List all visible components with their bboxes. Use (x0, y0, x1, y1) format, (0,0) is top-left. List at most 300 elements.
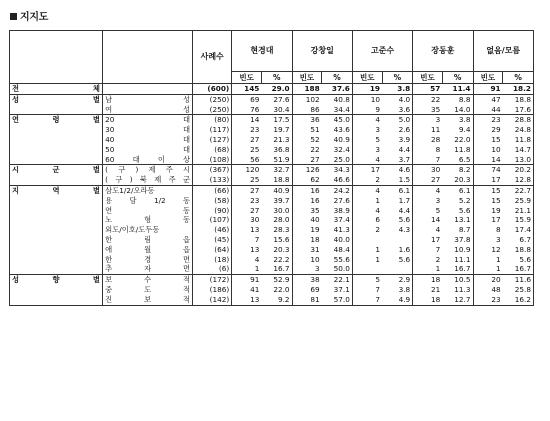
pct-cell: 20.3 (261, 245, 292, 255)
freq-cell: 4 (375, 154, 381, 164)
pct-cell: 27.6 (322, 196, 353, 206)
row-label: 60 대 이 상 (103, 155, 193, 165)
freq-cell: 10 (491, 144, 501, 154)
table-title (10, 8, 48, 23)
bullet-square-icon (10, 13, 17, 20)
freq-cell: 7 (254, 234, 260, 244)
freq-cell: 1 (495, 254, 501, 264)
freq-cell: 1 (495, 264, 501, 274)
pct-cell: 4.6 (382, 165, 413, 175)
sample-size-cell: (18) (193, 255, 232, 265)
freq-cell: 27 (431, 175, 441, 185)
pct-cell: 37.1 (322, 285, 353, 295)
pct-cell: 3.9 (382, 135, 413, 145)
pct-cell: 34.4 (322, 105, 353, 115)
pct-cell: 11.1 (442, 255, 473, 265)
pct-cell: 11.8 (503, 135, 534, 145)
header-candidate-5: 없음/모름 (473, 31, 533, 72)
row-label: 남 성 (103, 94, 193, 104)
pct-cell: 10.5 (442, 275, 473, 285)
freq-cell: 31 (310, 244, 320, 254)
freq-cell: 11 (431, 125, 441, 135)
freq-cell: 2 (435, 254, 441, 264)
row-label: 노 형 동 (103, 215, 193, 225)
pct-cell: 2.9 (382, 275, 413, 285)
pct-cell: 18.8 (261, 175, 292, 185)
pct-cell: 16.7 (442, 264, 473, 274)
pct-cell: 12.8 (503, 175, 534, 185)
pct-cell: 15.9 (503, 215, 534, 225)
freq-cell: 3 (495, 234, 501, 244)
freq-cell (352, 235, 382, 245)
pct-cell: 43.6 (322, 125, 353, 135)
row-label: 한 경 면 (103, 255, 193, 265)
freq-cell: 27 (232, 185, 262, 195)
pct-cell: 57.0 (322, 295, 353, 305)
pct-cell: 5.6 (503, 255, 534, 265)
group-label (10, 175, 103, 185)
freq-cell: 13 (250, 225, 260, 235)
freq-cell: 15 (491, 134, 501, 144)
pct-cell: 9.4 (442, 125, 473, 135)
header-freq: 빈도 (413, 72, 443, 84)
pct-cell: 37.8 (442, 235, 473, 245)
pct-cell: 25.0 (322, 155, 353, 165)
row-label: 진 보 적 (103, 295, 193, 305)
group-label (10, 155, 103, 165)
table-row (10, 105, 534, 115)
freq-cell: 22 (310, 144, 320, 154)
pct-cell: 3.8 (442, 115, 473, 125)
freq-cell: 4 (435, 225, 441, 235)
pct-cell: 51.9 (261, 155, 292, 165)
header-freq: 빈도 (352, 72, 382, 84)
pct-cell: 28.0 (261, 215, 292, 225)
freq-cell: 74 (473, 165, 503, 175)
table-row (10, 295, 534, 305)
table-row (10, 135, 534, 145)
pct-cell: 9.2 (261, 295, 292, 305)
freq-cell: 2 (375, 175, 381, 185)
table-row (10, 94, 534, 104)
table-row (10, 145, 534, 155)
row-label: 한 림 읍 (103, 235, 193, 245)
table-body (10, 84, 534, 306)
freq-cell: 28 (431, 134, 441, 144)
table-row (10, 175, 534, 185)
table-title-text: 지지도 (20, 12, 49, 23)
pct-cell: 15.6 (261, 235, 292, 245)
row-label: 애 월 읍 (103, 245, 193, 255)
sample-size-cell: (142) (193, 295, 232, 305)
header-candidate-3: 고준수 (352, 31, 412, 72)
freq-cell: 7 (435, 244, 441, 254)
group-label: 연 령 별 (10, 115, 103, 125)
pct-cell: 52.9 (261, 275, 292, 285)
pct-cell: 24.8 (503, 125, 534, 135)
header-candidate-1: 현경대 (232, 31, 292, 72)
pct-cell: 18.8 (503, 94, 534, 104)
group-label (10, 206, 103, 216)
pct-cell: 10.9 (442, 245, 473, 255)
pct-cell: 1.5 (382, 175, 413, 185)
group-label: 성 향 별 (10, 275, 103, 285)
pct-cell: 40.9 (322, 135, 353, 145)
row-label: 보 수 적 (103, 275, 193, 285)
row-label: 40 대 (103, 135, 193, 145)
freq-cell: 12 (491, 244, 501, 254)
pct-cell: 3.7 (382, 155, 413, 165)
sample-size-cell: (117) (193, 125, 232, 135)
pct-cell: 36.8 (261, 145, 292, 155)
freq-cell: 36 (292, 115, 322, 125)
sample-size-cell: (250) (193, 94, 232, 104)
pct-cell: 3.6 (382, 105, 413, 115)
pct-cell: 22.0 (261, 285, 292, 295)
freq-cell: 3 (375, 125, 381, 135)
freq-cell: 69 (232, 94, 262, 104)
pct-cell: 13.1 (442, 215, 473, 225)
freq-cell: 69 (310, 284, 320, 294)
freq-cell: 2 (375, 225, 381, 235)
pct-cell: 30.4 (261, 105, 292, 115)
group-label (10, 264, 103, 274)
table-row (10, 285, 534, 295)
pct-cell: 3.8 (382, 285, 413, 295)
pct-cell: 22.1 (322, 275, 353, 285)
pct-cell: 40.0 (322, 235, 353, 245)
pct-cell: 3.8 (382, 84, 413, 95)
group-label (10, 245, 103, 255)
pct-cell: 13.0 (503, 155, 534, 165)
freq-cell: 25 (250, 175, 260, 185)
table-row (10, 275, 534, 285)
pct-cell: 5.6 (382, 215, 413, 225)
pct-cell: 48.4 (322, 245, 353, 255)
freq-cell: 38 (292, 275, 322, 285)
freq-cell: 86 (310, 104, 320, 114)
pct-cell: 4.4 (382, 206, 413, 216)
pct-cell: 28.8 (503, 115, 534, 125)
pct-cell: 21.3 (261, 135, 292, 145)
pct-cell: 11.6 (503, 275, 534, 285)
freq-cell: 14 (431, 215, 441, 225)
row-label: ( 구 ) 북 제 주 군 (103, 175, 193, 185)
sample-size-cell: (367) (193, 165, 232, 175)
freq-cell: 23 (250, 125, 260, 135)
pct-cell: 1.7 (382, 196, 413, 206)
freq-cell: 17 (491, 175, 501, 185)
freq-cell: 16 (292, 185, 322, 195)
row-label: 삼도1/2/오라동 (103, 185, 193, 195)
group-label (10, 215, 103, 225)
table-row (10, 125, 534, 135)
freq-cell: 40 (310, 215, 320, 225)
table-row (10, 235, 534, 245)
row-label: 외도/이호/도두동 (103, 225, 193, 235)
pct-cell: 22.0 (442, 135, 473, 145)
pct-cell: 4.0 (382, 94, 413, 104)
header-pct: % (382, 72, 413, 84)
header-sample-size: 사례수 (193, 31, 232, 84)
pct-cell (382, 264, 413, 274)
header-pct: % (261, 72, 292, 84)
row-label: 50 대 (103, 145, 193, 155)
freq-cell: 3 (413, 115, 443, 125)
freq-cell: 5 (435, 205, 441, 215)
sample-size-cell: (58) (193, 196, 232, 206)
pct-cell: 17.4 (503, 225, 534, 235)
pct-cell: 5.6 (382, 255, 413, 265)
row-label: 중 도 적 (103, 285, 193, 295)
pct-cell: 40.9 (261, 185, 292, 195)
pct-cell: 14.7 (503, 145, 534, 155)
sample-size-cell: (127) (193, 135, 232, 145)
freq-cell: 10 (310, 254, 320, 264)
row-label: 여 성 (103, 105, 193, 115)
header-freq: 빈도 (292, 72, 322, 84)
freq-cell: 30 (250, 215, 260, 225)
pct-cell: 37.4 (322, 215, 353, 225)
freq-cell: 8 (495, 225, 501, 235)
pct-cell: 6.5 (442, 155, 473, 165)
freq-cell: 1 (254, 264, 260, 274)
table-row (10, 264, 534, 274)
group-label (10, 125, 103, 135)
sample-size-cell: (64) (193, 245, 232, 255)
support-table (9, 30, 534, 306)
pct-cell: 20.2 (503, 165, 534, 175)
row-label (103, 84, 193, 95)
freq-cell: 7 (375, 294, 381, 304)
freq-cell: 20 (473, 275, 503, 285)
pct-cell: 28.3 (261, 225, 292, 235)
freq-cell: 4 (413, 185, 443, 195)
pct-cell: 25.8 (503, 285, 534, 295)
freq-cell: 17 (352, 165, 382, 175)
freq-cell: 3 (375, 144, 381, 154)
pct-cell: 34.3 (322, 165, 353, 175)
freq-cell: 13 (250, 294, 260, 304)
freq-cell: 145 (232, 84, 262, 95)
group-label: 전 체 (10, 84, 103, 95)
freq-cell: 51 (310, 125, 320, 135)
pct-cell: 25.9 (503, 196, 534, 206)
freq-cell: 91 (232, 275, 262, 285)
freq-cell: 21 (431, 284, 441, 294)
group-label (10, 285, 103, 295)
sample-size-cell: (108) (193, 155, 232, 165)
pct-cell: 1.6 (382, 245, 413, 255)
sample-size-cell: (80) (193, 115, 232, 125)
pct-cell: 6.7 (503, 235, 534, 245)
pct-cell: 37.6 (322, 84, 353, 95)
freq-cell: 25 (250, 144, 260, 154)
freq-cell: 57 (413, 84, 443, 95)
pct-cell: 32.7 (261, 165, 292, 175)
freq-cell: 3 (435, 195, 441, 205)
freq-cell: 30 (413, 165, 443, 175)
header-freq: 빈도 (473, 72, 503, 84)
pct-cell: 4.3 (382, 225, 413, 235)
pct-cell: 11.8 (442, 145, 473, 155)
sample-size-cell: (6) (193, 264, 232, 274)
pct-cell: 41.3 (322, 225, 353, 235)
pct-cell: 18.8 (503, 245, 534, 255)
row-label: 연 동 (103, 206, 193, 216)
header-candidate-4: 장동훈 (413, 31, 473, 72)
header-pct: % (503, 72, 534, 84)
table-row (10, 225, 534, 235)
freq-cell: 56 (250, 154, 260, 164)
freq-cell: 35 (310, 205, 320, 215)
freq-cell: 81 (310, 294, 320, 304)
sample-size-cell: (186) (193, 285, 232, 295)
pct-cell: 5.2 (442, 196, 473, 206)
freq-cell: 1 (375, 195, 381, 205)
table-row (10, 196, 534, 206)
freq-cell: 7 (375, 284, 381, 294)
freq-cell: 9 (375, 104, 381, 114)
pct-cell: 17.5 (261, 115, 292, 125)
pct-cell: 38.9 (322, 206, 353, 216)
pct-cell: 6.1 (382, 185, 413, 195)
sample-size-cell: (250) (193, 105, 232, 115)
freq-cell: 35 (431, 104, 441, 114)
pct-cell: 46.6 (322, 175, 353, 185)
freq-cell: 27 (250, 134, 260, 144)
pct-cell: 5.6 (442, 206, 473, 216)
freq-cell: 6 (375, 215, 381, 225)
header-blank-2 (103, 31, 193, 84)
group-label (10, 235, 103, 245)
row-label: 20 대 (103, 115, 193, 125)
freq-cell: 22 (413, 94, 443, 104)
pct-cell: 4.4 (382, 145, 413, 155)
group-label (10, 225, 103, 235)
freq-cell: 18 (431, 294, 441, 304)
pct-cell: 8.8 (442, 94, 473, 104)
pct-cell: 55.6 (322, 255, 353, 265)
pct-cell: 2.6 (382, 125, 413, 135)
row-label: 추 자 면 (103, 264, 193, 274)
freq-cell: 62 (310, 175, 320, 185)
freq-cell: 1 (435, 264, 441, 274)
freq-cell: 8 (435, 144, 441, 154)
pct-cell: 12.7 (442, 295, 473, 305)
freq-cell (352, 264, 382, 274)
pct-cell: 19.7 (261, 125, 292, 135)
freq-cell: 17 (491, 215, 501, 225)
freq-cell: 4 (352, 185, 382, 195)
sample-size-cell: (90) (193, 206, 232, 216)
freq-cell: 19 (352, 84, 382, 95)
pct-cell: 16.2 (503, 295, 534, 305)
pct-cell: 21.1 (503, 206, 534, 216)
freq-cell: 91 (473, 84, 503, 95)
freq-cell: 23 (491, 294, 501, 304)
pct-cell: 4.9 (382, 295, 413, 305)
freq-cell: 41 (250, 284, 260, 294)
pct-cell: 6.1 (442, 185, 473, 195)
freq-cell: 44 (491, 104, 501, 114)
freq-cell: 4 (352, 115, 382, 125)
row-label: 용 담 1/2 동 (103, 196, 193, 206)
header-candidate-2: 강창일 (292, 31, 352, 72)
freq-cell: 29 (491, 125, 501, 135)
table-row (10, 255, 534, 265)
table-row (10, 245, 534, 255)
freq-cell: 23 (473, 115, 503, 125)
table-row (10, 206, 534, 216)
pct-cell: 27.6 (261, 94, 292, 104)
freq-cell: 5 (352, 275, 382, 285)
sample-size-cell: (46) (193, 225, 232, 235)
freq-cell: 27 (250, 205, 260, 215)
pct-cell: 11.3 (442, 285, 473, 295)
freq-cell: 14 (491, 154, 501, 164)
freq-cell: 5 (375, 134, 381, 144)
freq-cell: 4 (254, 254, 260, 264)
sample-size-cell: (133) (193, 175, 232, 185)
freq-cell: 120 (232, 165, 262, 175)
pct-cell: 17.6 (503, 105, 534, 115)
freq-cell: 126 (292, 165, 322, 175)
freq-cell: 14 (232, 115, 262, 125)
freq-cell: 47 (473, 94, 503, 104)
pct-cell: 32.4 (322, 145, 353, 155)
row-label: 30 대 (103, 125, 193, 135)
pct-cell: 16.7 (261, 264, 292, 274)
group-label: 지 역 별 (10, 185, 103, 195)
freq-cell: 4 (375, 205, 381, 215)
pct-cell (382, 235, 413, 245)
freq-cell: 23 (250, 195, 260, 205)
sample-size-cell: (600) (193, 84, 232, 95)
freq-cell: 18 (310, 234, 320, 244)
freq-cell: 188 (292, 84, 322, 95)
freq-cell: 17 (431, 234, 441, 244)
freq-cell: 102 (292, 94, 322, 104)
pct-cell: 29.0 (261, 84, 292, 95)
pct-cell: 16.7 (503, 264, 534, 274)
group-label: 시 군 별 (10, 165, 103, 175)
pct-cell: 18.2 (503, 84, 534, 95)
pct-cell: 11.4 (442, 84, 473, 95)
table-row (10, 165, 534, 175)
row-label: ( 구 ) 제 주 시 (103, 165, 193, 175)
pct-cell: 5.0 (382, 115, 413, 125)
freq-cell: 3 (315, 264, 320, 274)
pct-cell: 22.2 (261, 255, 292, 265)
table-row (10, 185, 534, 195)
freq-cell: 19 (491, 205, 501, 215)
freq-cell: 7 (435, 154, 441, 164)
sample-size-cell: (107) (193, 215, 232, 225)
table-row (10, 215, 534, 225)
freq-cell: 1 (375, 244, 381, 254)
header-blank-1 (10, 31, 103, 84)
sample-size-cell: (172) (193, 275, 232, 285)
freq-cell: 76 (250, 104, 260, 114)
pct-cell: 30.0 (261, 206, 292, 216)
pct-cell: 20.3 (442, 175, 473, 185)
table-row (10, 155, 534, 165)
sample-size-cell: (68) (193, 145, 232, 155)
sample-size-cell: (66) (193, 185, 232, 195)
group-label (10, 145, 103, 155)
group-label: 성 별 (10, 94, 103, 104)
